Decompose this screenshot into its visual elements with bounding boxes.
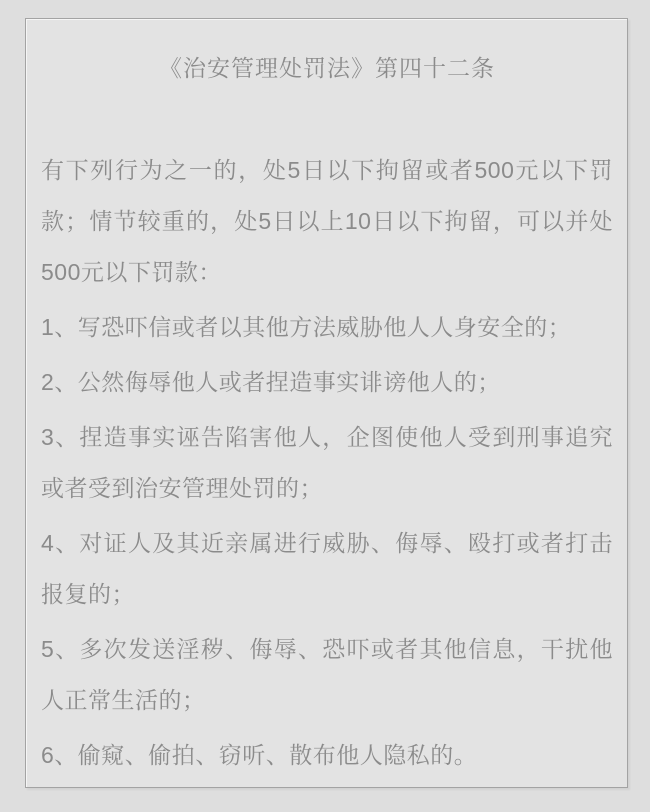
- article-intro: 有下列行为之一的，处5日以下拘留或者500元以下罚款；情节较重的，处5日以上10日以下拘留，可以并处500元以下罚款：: [41, 157, 613, 285]
- list-item-6: 6、偷窥、偷拍、窃听、散布他人隐私的。: [41, 742, 478, 768]
- list-item-3: 3、捏造事实诬告陷害他人，企图使他人受到刑事追究或者受到治安管理处罚的；: [41, 424, 613, 501]
- list-item-5: 5、多次发送淫秽、侮辱、恐吓或者其他信息，干扰他人正常生活的；: [41, 636, 613, 713]
- article-title: 《治安管理处罚法》第四十二条: [159, 55, 495, 81]
- list-item-1: 1、写恐吓信或者以其他方法威胁他人人身安全的；: [41, 314, 572, 340]
- list-item-2: 2、公然侮辱他人或者捏造事实诽谤他人的；: [41, 369, 501, 395]
- law-article-card: [25, 18, 628, 788]
- list-item-4: 4、对证人及其近亲属进行威胁、侮辱、殴打或者打击报复的；: [41, 530, 613, 607]
